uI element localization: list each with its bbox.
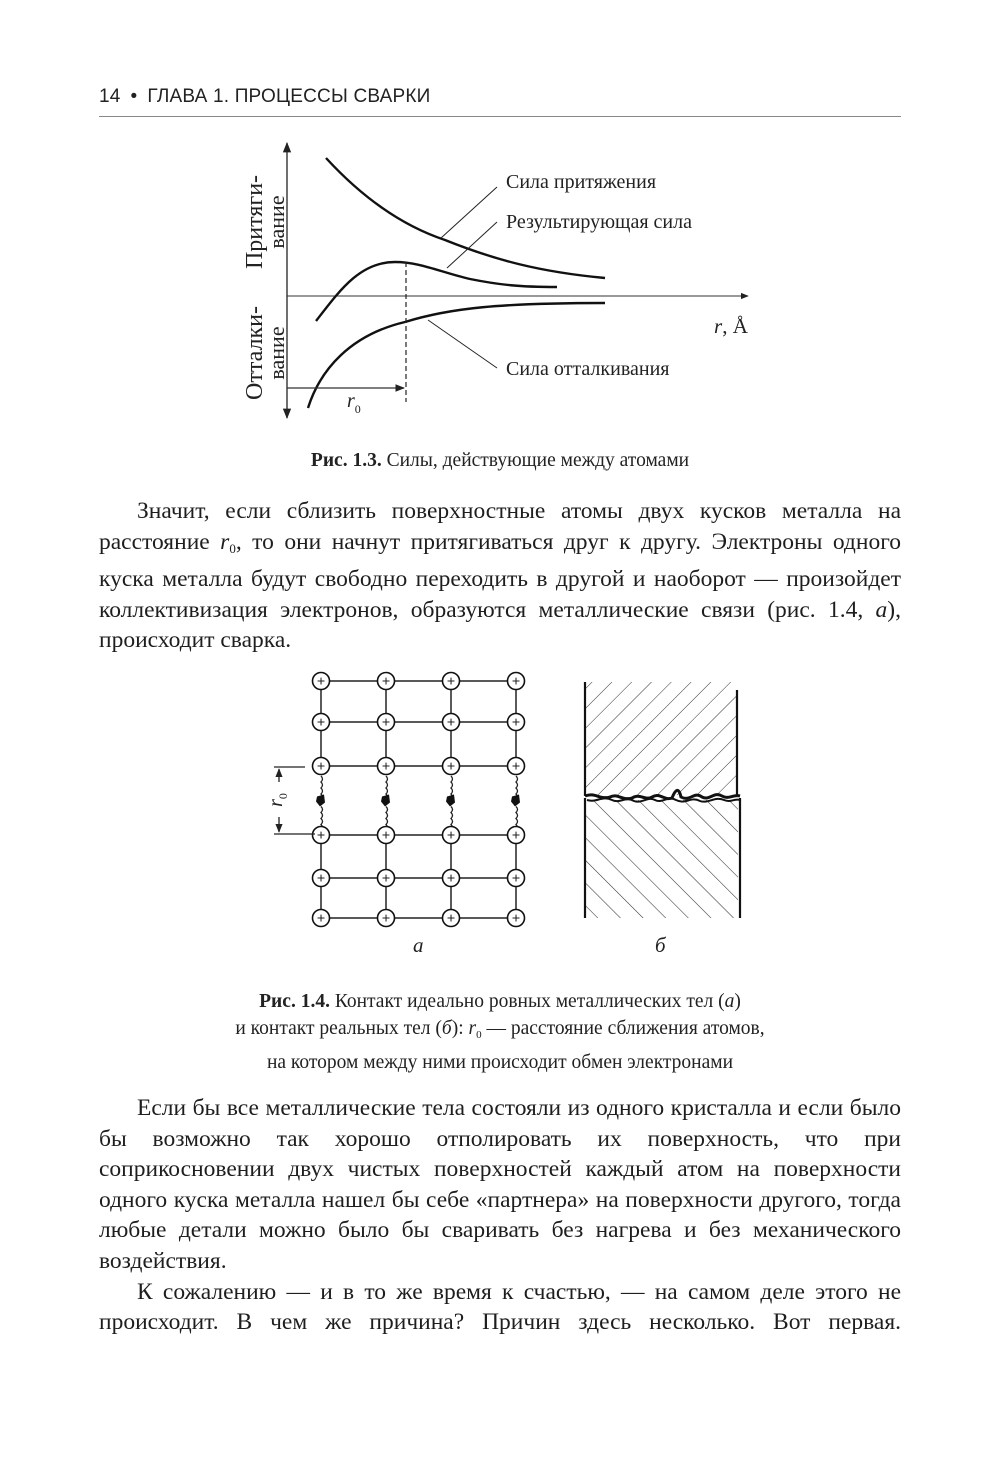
- caption-text-2a: и контакт реальных тел (: [235, 1018, 442, 1039]
- svg-text:+: +: [446, 911, 456, 927]
- chapter-title: ГЛАВА 1. ПРОЦЕССЫ СВАРКИ: [147, 86, 431, 107]
- svg-text:+: +: [316, 871, 326, 887]
- upper-body-hatch: [585, 682, 738, 795]
- lower-body-hatch: [585, 800, 738, 918]
- panel-a-label: а: [413, 933, 424, 957]
- paragraph-1-italic: а: [875, 596, 888, 623]
- paragraph-1-text-a: Значит, если сблизить поверхностные атомы двух кусков металла на расстояние: [99, 498, 901, 555]
- electron-icon: [381, 795, 390, 807]
- lattice-panel-a: [313, 673, 525, 928]
- caption-text-2b: ):: [451, 1018, 469, 1039]
- atom-ion-icon: [313, 714, 330, 732]
- caption-number: Рис. 1.3.: [310, 450, 382, 471]
- atom-ion-icon: [313, 827, 330, 845]
- y-label-attraction-line2: вание: [264, 195, 289, 249]
- caption-r: r: [468, 1018, 477, 1039]
- caption-line-2: [0, 1015, 1000, 1049]
- figure-1-4: [0, 660, 1000, 970]
- paragraph-1-text-c: ), происходит сварка.: [99, 596, 901, 654]
- paragraph-1-sub: 0: [229, 540, 236, 556]
- caption-b: б: [441, 1018, 452, 1039]
- svg-text:+: +: [511, 828, 521, 844]
- caption-a: а: [724, 991, 735, 1012]
- svg-text:+: +: [316, 911, 326, 927]
- atom-ion-icon: [508, 714, 525, 732]
- caption-text: Силы, действующие между атомами: [381, 450, 690, 471]
- caption-line-1: [0, 988, 1000, 1015]
- svg-text:+: +: [446, 828, 456, 844]
- svg-text:+: +: [511, 759, 521, 775]
- atom-ion-icon: [313, 758, 330, 776]
- paragraph-2: Если бы все металлические тела состояли из одного кристалла и если было бы возможно так хорошо отполировать их поверхность, что при соприкосновении двух чистых поверхностей каждый атом на поверхности одного куска металла нашел бы себе «партнера» на поверхности другого, тогда любые детали можно было бы сваривать без нагрева и без механического воздействия.: [99, 1095, 901, 1274]
- svg-text:+: +: [381, 759, 391, 775]
- atom-ion-icon: [443, 714, 460, 732]
- atom-ion-icon: [378, 910, 395, 928]
- atom-ion-icon: [508, 827, 525, 845]
- label-resultant: Результирующая сила: [506, 211, 692, 233]
- caption-line-3: на котором между ними происходит обмен электронами: [266, 1052, 734, 1073]
- electron-icon: [511, 795, 520, 807]
- atom-ion-icon: [508, 870, 525, 888]
- x-axis-label: r, Å: [714, 314, 748, 338]
- svg-text:+: +: [446, 759, 456, 775]
- svg-text:+: +: [511, 715, 521, 731]
- leader-repulsion: [428, 320, 497, 368]
- panel-b-real-contact: [585, 682, 740, 918]
- resultant-curve: [316, 262, 557, 321]
- paragraph-3: К сожалению — и в то же время к счастью, — на самом деле этого не происходит. В чем же причина? Причин здесь несколько. Вот первая.: [99, 1278, 901, 1336]
- svg-text:+: +: [316, 759, 326, 775]
- y-label-repulsion-line1: Отталки-: [242, 306, 268, 400]
- svg-text:+: +: [511, 674, 521, 690]
- atom-ion-icon: [443, 758, 460, 776]
- caption-text-1: Контакт идеально ровных металлических тел (: [329, 991, 725, 1012]
- figure-1-3: [0, 0, 1000, 440]
- electron-icon: [316, 795, 325, 807]
- atom-ion-icon: [508, 758, 525, 776]
- figure-1-3-caption: [0, 447, 1000, 474]
- paragraph-block-2: [99, 1093, 901, 1338]
- atom-ion-icon: [313, 870, 330, 888]
- page-number: 14: [99, 86, 121, 107]
- svg-text:+: +: [511, 911, 521, 927]
- caption-number: Рис. 1.4.: [259, 991, 330, 1012]
- svg-text:+: +: [511, 871, 521, 887]
- caption-text-1-end: ): [734, 991, 741, 1012]
- paragraph-1-var: r: [220, 528, 230, 555]
- atom-ion-icon: [508, 673, 525, 691]
- atom-ion-icon: [378, 870, 395, 888]
- atom-ion-icon: [313, 673, 330, 691]
- label-attraction: Сила притяжения: [506, 171, 657, 193]
- atom-ion-icon: [313, 910, 330, 928]
- contact-diagram: [0, 660, 1000, 970]
- paragraph-1: [99, 496, 901, 656]
- figure-1-4-caption: [0, 988, 1000, 1076]
- svg-text:+: +: [446, 674, 456, 690]
- atom-ion-icon: [443, 827, 460, 845]
- r0-label: $r_0$: [347, 390, 361, 416]
- r0-dim-label: $r_0$: [265, 793, 290, 807]
- svg-text:+: +: [316, 828, 326, 844]
- atom-ion-icon: [378, 714, 395, 732]
- svg-text:+: +: [446, 871, 456, 887]
- svg-text:+: +: [381, 715, 391, 731]
- label-repulsion: Сила отталкивания: [506, 358, 670, 380]
- atom-ion-icon: [508, 910, 525, 928]
- caption-r-sub: 0: [476, 1029, 482, 1041]
- atom-ion-icon: [443, 910, 460, 928]
- svg-text:+: +: [446, 715, 456, 731]
- atom-ion-icon: [443, 673, 460, 691]
- caption-text-2c: — расстояние сближения атомов,: [481, 1018, 765, 1039]
- atom-ion-icon: [378, 827, 395, 845]
- separator-dot: •: [130, 86, 138, 107]
- panel-b-label: б: [655, 933, 666, 957]
- svg-text:+: +: [381, 674, 391, 690]
- paragraph-1-text-b: , то они начнут притягиваться друг к другу. Электроны одного куска металла будут свободно переходить в другой и наоборот — произойдет коллективизация электронов, образуются металлические связи (рис. 1.4,: [99, 528, 902, 623]
- svg-text:+: +: [316, 715, 326, 731]
- svg-text:+: +: [381, 911, 391, 927]
- atom-ion-icon: [443, 870, 460, 888]
- svg-text:+: +: [316, 674, 326, 690]
- y-label-attraction-line1: Притяги-: [242, 174, 268, 270]
- atom-ion-icon: [378, 758, 395, 776]
- svg-text:+: +: [381, 871, 391, 887]
- force-diagram: [0, 0, 1000, 440]
- electron-icon: [446, 795, 455, 807]
- atom-ion-icon: [378, 673, 395, 691]
- svg-text:+: +: [381, 828, 391, 844]
- y-label-repulsion-line2: вание: [264, 326, 289, 380]
